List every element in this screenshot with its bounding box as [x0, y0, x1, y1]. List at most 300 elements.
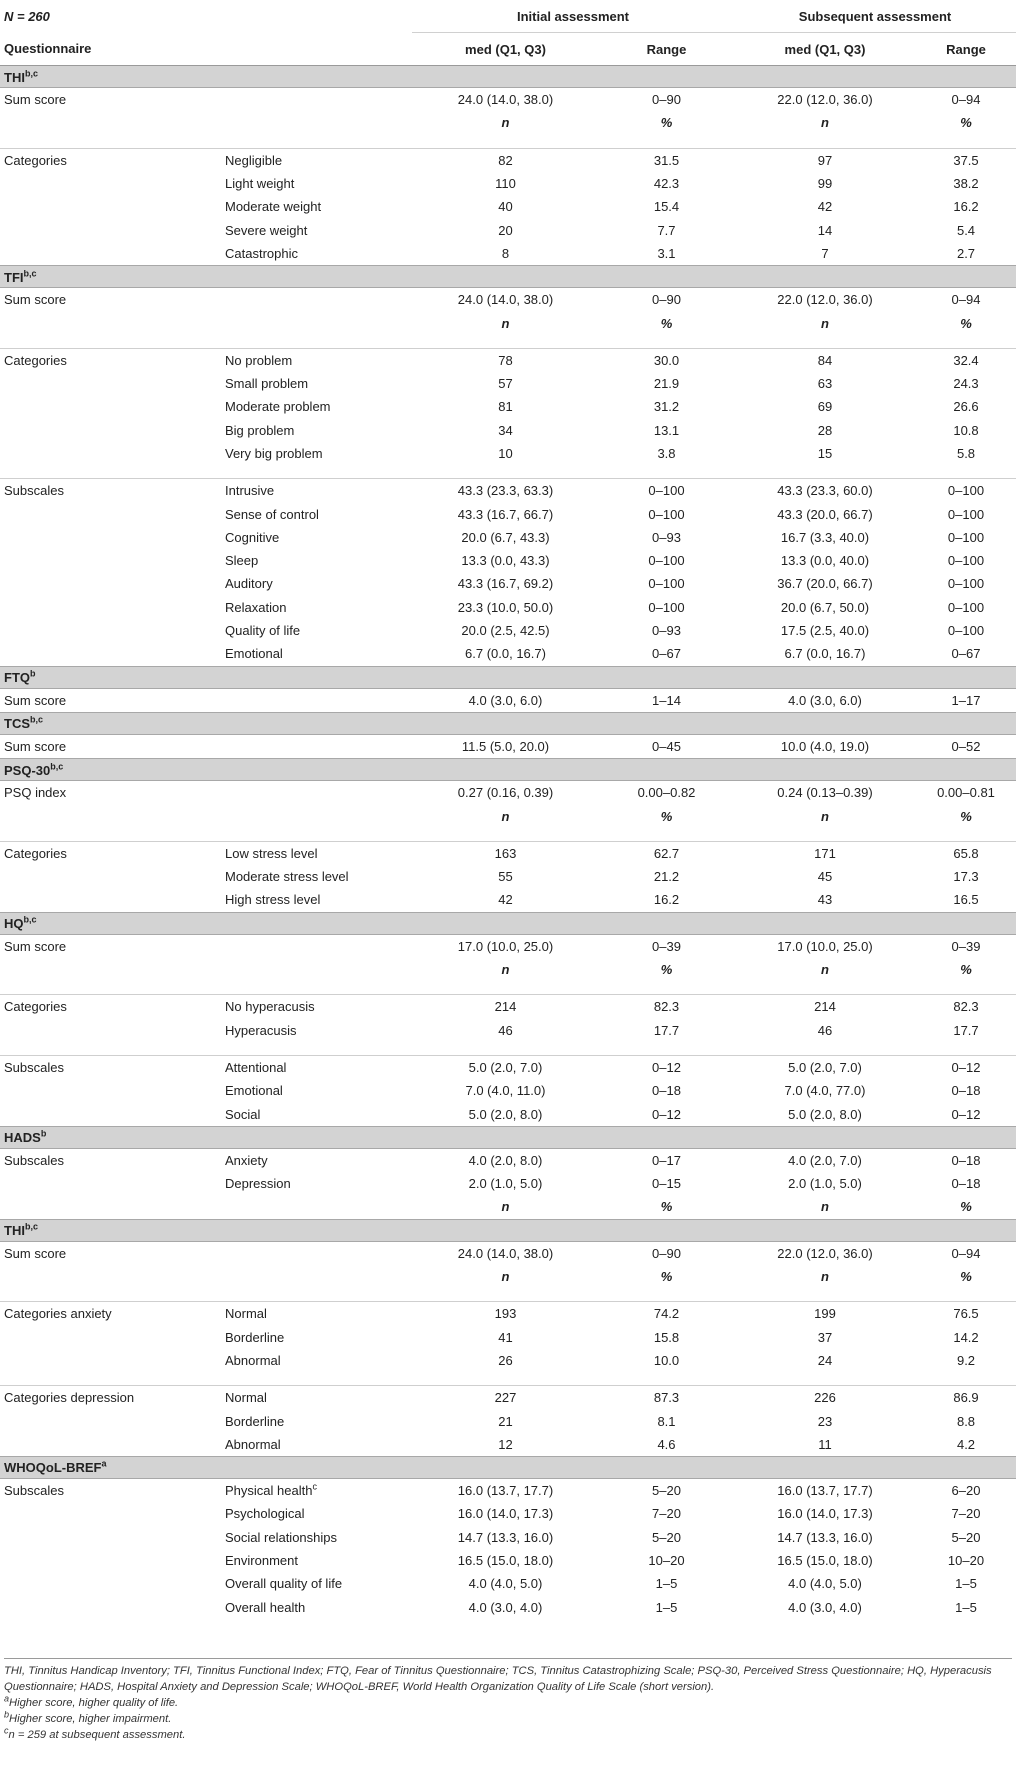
table-row [0, 479, 1016, 503]
row-label: High stress level [225, 892, 321, 908]
n-header: n [501, 962, 510, 978]
section-name: THI [4, 69, 25, 85]
initial-range: 7–20 [652, 1506, 681, 1522]
row-group-label [0, 1079, 224, 1102]
subsequent-range: 0–100 [916, 479, 1016, 503]
subsequent-value: 99 [817, 176, 833, 192]
section-title [0, 1126, 1016, 1148]
row-group-label [0, 865, 224, 888]
section-row [0, 1126, 1016, 1148]
percent-header: % [660, 115, 673, 131]
subsequent-value: 11 [818, 1436, 832, 1452]
initial-range: 0–90 [652, 1245, 681, 1261]
initial-range: 31.5 [599, 148, 734, 172]
subsequent-value: 4.0 (3.0, 4.0) [788, 1599, 862, 1615]
table-row [0, 1595, 1016, 1618]
initial-value: 10 [498, 446, 513, 461]
subsequent-value: 5.0 (2.0, 8.0) [788, 1106, 862, 1122]
subsequent-range: 8.8 [956, 1413, 976, 1429]
row-group-label: Categories [0, 841, 224, 865]
initial-range: 74.2 [599, 1302, 734, 1326]
initial-value: 7.0 (4.0, 11.0) [465, 1083, 546, 1099]
row-group-label [0, 395, 224, 418]
initial-range: 13.1 [653, 422, 680, 438]
initial-value: 12 [498, 1436, 513, 1452]
subsequent-range-header: Range [916, 33, 1016, 66]
table-row [0, 642, 1016, 666]
subsequent-value: 15 [817, 446, 833, 461]
subsequent-value: 16.5 (15.0, 18.0) [777, 1552, 873, 1568]
section-name: HADS [4, 1130, 41, 1146]
row-label: Catastrophic [225, 245, 298, 261]
initial-range: 0–90 [652, 292, 681, 308]
table-row [0, 1572, 1016, 1595]
initial-range: 62.7 [599, 841, 734, 865]
table-footnotes [4, 1658, 1012, 1743]
initial-value: 14.7 (13.3, 16.0) [457, 1529, 554, 1545]
row-group-label [0, 1549, 224, 1572]
subsequent-range: 0–100 [947, 553, 985, 569]
row-group-label: Sum score [4, 92, 67, 108]
subsequent-value: 17.0 (10.0, 25.0) [777, 938, 873, 954]
subsequent-range: 0–100 [947, 623, 985, 639]
table-row [0, 934, 1016, 958]
section-title [0, 1219, 1016, 1241]
row-group-label [0, 372, 224, 395]
subsequent-range: 16.2 [953, 199, 979, 215]
table-row [0, 841, 1016, 865]
percent-header: % [660, 808, 673, 824]
subsequent-value: 28 [817, 422, 833, 438]
table-row [0, 348, 1016, 372]
spacer-row [0, 828, 1016, 842]
section-title [0, 666, 1016, 688]
table-row [0, 148, 1016, 172]
initial-range: 82.3 [599, 995, 734, 1019]
subsequent-value: 20.0 (6.7, 50.0) [780, 599, 870, 615]
table-row [0, 288, 1016, 312]
subsequent-range: 16.5 [953, 892, 979, 908]
row-label: Light weight [225, 176, 295, 192]
row-group-label [0, 572, 224, 595]
initial-range: 0–100 [648, 506, 685, 522]
section-title [0, 266, 1016, 288]
row-label: Quality of life [225, 623, 301, 639]
subsequent-value: 16.0 (14.0, 17.3) [777, 1506, 873, 1522]
row-label [224, 1241, 412, 1265]
section-footnote-mark: a [101, 1459, 107, 1470]
table-row [0, 218, 1016, 241]
subsequent-value: 4.0 (3.0, 6.0) [788, 692, 862, 708]
row-label: Abnormal [225, 1352, 281, 1368]
section-name: TFI [4, 269, 24, 285]
subsequent-value: 69 [817, 399, 833, 415]
subsequent-value: 22.0 (12.0, 36.0) [777, 292, 873, 308]
table-row [0, 172, 1016, 195]
initial-value: 34 [498, 422, 513, 438]
header-row-columns [0, 33, 1016, 66]
table-row [0, 1386, 1016, 1410]
section-footnote-mark: b [40, 1128, 47, 1139]
questionnaire-header: Questionnaire [0, 33, 224, 66]
initial-value: 21 [498, 1413, 513, 1429]
subsequent-value: 214 [734, 995, 916, 1019]
section-name: TCS [4, 716, 30, 732]
spacer-row [0, 335, 1016, 349]
abbreviations-note: THI, Tinnitus Handicap Inventory; TFI, Tinnitus Functional Index; FTQ, Fear of Tinnitus Questionnaire; TCS, Tinnitus Catastrophizing Scale; PSQ-30, Perceived Stress Questionnaire; HQ, Hyperacusis Questionnaire; HADS, Hospital Anxiety and Depression Scale; WHOQoL-BREF, World Health Organization Quality of Life Scale (short version). [4, 1665, 992, 1693]
initial-value: 20.0 (2.5, 42.5) [461, 623, 550, 639]
initial-value: 0.27 (0.16, 0.39) [457, 785, 554, 801]
initial-range: 0–100 [648, 599, 685, 615]
initial-value: 26 [498, 1352, 513, 1368]
percent-header: % [960, 1269, 972, 1285]
subsequent-range: 0–94 [951, 292, 981, 308]
initial-range: 87.3 [599, 1386, 734, 1410]
row-label: Relaxation [225, 599, 287, 615]
table-row [0, 1079, 1016, 1102]
table-row [0, 572, 1016, 595]
section-row [0, 912, 1016, 934]
row-group-label: Categories anxiety [0, 1302, 224, 1326]
initial-range: 5–20 [652, 1529, 681, 1545]
subsequent-range: 1–5 [955, 1576, 977, 1592]
row-group-label: Categories [0, 348, 224, 372]
initial-range: 10.0 [653, 1352, 680, 1368]
subsequent-range: 82.3 [916, 995, 1016, 1019]
initial-range: 0–12 [652, 1106, 681, 1122]
initial-value: 5.0 (2.0, 7.0) [412, 1055, 599, 1079]
row-label: Social relationships [225, 1529, 338, 1545]
section-name: FTQ [4, 670, 30, 686]
initial-range: 16.2 [653, 892, 680, 908]
table-row [0, 1478, 1016, 1502]
table-row [0, 1148, 1016, 1172]
subsequent-range: 0–18 [951, 1083, 981, 1099]
subsequent-value: 43.3 (23.3, 60.0) [734, 479, 916, 503]
subsequent-range: 17.7 [953, 1022, 979, 1038]
section-title [0, 912, 1016, 934]
subsequent-value: 46 [817, 1022, 833, 1038]
subsequent-value: 7 [821, 245, 829, 261]
row-group-label [0, 1526, 224, 1549]
percent-header: % [660, 962, 673, 978]
n-header: n [821, 808, 829, 824]
initial-value: 16.0 (14.0, 17.3) [457, 1506, 554, 1522]
initial-value: 20 [498, 222, 513, 238]
subsequent-value: 43.3 (20.0, 66.7) [777, 506, 873, 522]
subsequent-range: 0–12 [951, 1106, 981, 1122]
percent-header: % [660, 1269, 673, 1285]
subsequent-value: 43 [817, 892, 833, 908]
n-label: N = 260 [4, 8, 50, 24]
initial-value: 5.0 (2.0, 8.0) [468, 1106, 543, 1122]
n-percent-subheader [0, 1265, 1016, 1288]
row-label [224, 781, 412, 805]
initial-value: 24.0 (14.0, 38.0) [457, 1245, 554, 1261]
table-row [0, 502, 1016, 525]
section-row [0, 266, 1016, 288]
row-group-label [0, 442, 224, 465]
percent-header: % [960, 1199, 972, 1215]
initial-range: 0–39 [652, 938, 681, 954]
section-row [0, 1219, 1016, 1241]
subsequent-value: 22.0 (12.0, 36.0) [777, 1245, 873, 1261]
row-label: Moderate weight [225, 199, 322, 215]
initial-value: 4.0 (3.0, 4.0) [468, 1599, 543, 1615]
row-group-label [0, 1102, 224, 1126]
subsequent-value: 14 [817, 222, 833, 238]
subsequent-range: 17.3 [953, 869, 979, 885]
row-footnote-mark: c [312, 1481, 317, 1492]
subsequent-range: 10–20 [947, 1552, 985, 1568]
row-group-label [0, 1572, 224, 1595]
subsequent-value: 2.0 (1.0, 5.0) [788, 1176, 862, 1192]
row-group-label [0, 1595, 224, 1618]
table-row [0, 442, 1016, 465]
subsequent-value: 37 [817, 1329, 833, 1345]
row-group-label [0, 242, 224, 266]
section-footnote-mark: b,c [30, 715, 44, 725]
initial-range: 21.9 [653, 376, 680, 392]
subsequent-value: 5.0 (2.0, 7.0) [734, 1055, 916, 1079]
row-label: Cognitive [225, 529, 280, 545]
initial-value: 6.7 (0.0, 16.7) [465, 646, 546, 662]
subsequent-value: 42 [817, 199, 833, 215]
initial-range: 3.8 [657, 446, 676, 461]
row-label: Psychological [225, 1506, 305, 1522]
initial-range: 17.7 [653, 1022, 680, 1038]
table-row [0, 1349, 1016, 1372]
percent-header: % [960, 315, 972, 331]
row-label: Moderate problem [225, 399, 331, 415]
n-header: n [501, 315, 510, 331]
subsequent-value: 84 [734, 348, 916, 372]
subsequent-range: 0–100 [947, 576, 985, 592]
table-row [0, 1526, 1016, 1549]
subsequent-value: 6.7 (0.0, 16.7) [784, 646, 866, 662]
subsequent-value: 16.0 (13.7, 17.7) [777, 1483, 873, 1499]
row-group-label [0, 502, 224, 525]
initial-value: 23.3 (10.0, 50.0) [457, 599, 554, 615]
section-footnote-mark: b [30, 668, 36, 679]
initial-value: 8 [501, 245, 510, 261]
subsequent-value: 63 [817, 376, 833, 392]
section-footnote-mark: b,c [50, 761, 64, 772]
initial-value: 16.0 (13.7, 17.7) [457, 1483, 554, 1499]
initial-range: 0–45 [652, 738, 681, 754]
initial-range: 10–20 [648, 1552, 685, 1568]
subsequent-range: 38.2 [953, 176, 979, 192]
section-footnote-mark: b,c [24, 68, 38, 79]
initial-value: 43.3 (16.7, 66.7) [457, 506, 554, 522]
initial-value: 24.0 (14.0, 38.0) [457, 292, 554, 308]
row-group-label: Categories depression [0, 1386, 224, 1410]
initial-range-header: Range [599, 33, 734, 66]
subsequent-range: 10.8 [953, 422, 979, 438]
section-name: THI [4, 1223, 25, 1239]
row-label: Intrusive [224, 479, 412, 503]
row-label: Sleep [225, 553, 259, 569]
row-label: Negligible [224, 148, 412, 172]
subsequent-range: 76.5 [916, 1302, 1016, 1326]
initial-value: 81 [498, 399, 513, 415]
table-row [0, 88, 1016, 112]
table-row [0, 372, 1016, 395]
initial-value: 4.0 (4.0, 5.0) [468, 1576, 543, 1592]
initial-value: 55 [498, 869, 513, 885]
row-label [224, 734, 412, 758]
initial-value: 4.0 (3.0, 6.0) [468, 692, 543, 708]
initial-value: 11.5 (5.0, 20.0) [461, 738, 550, 754]
row-label: Small problem [225, 376, 309, 392]
initial-range: 0–15 [652, 1176, 681, 1192]
initial-range: 0–93 [652, 623, 681, 639]
row-label: Borderline [225, 1329, 285, 1345]
initial-range: 7.7 [657, 222, 676, 238]
table-row [0, 888, 1016, 912]
row-group-label: Subscales [4, 1152, 64, 1168]
subsequent-value: 36.7 (20.0, 66.7) [777, 576, 873, 592]
section-title [0, 712, 1016, 734]
footnote-a: $^a$Higher score, higher quality of life. [4, 1693, 179, 1709]
footnote-b: $^b$Higher score, higher impairment. [4, 1709, 172, 1725]
initial-value: 4.0 (2.0, 8.0) [468, 1152, 543, 1168]
subsequent-value: 14.7 (13.3, 16.0) [777, 1529, 873, 1545]
section-footnote-mark: b,c [23, 268, 37, 279]
row-label: Big problem [225, 422, 295, 438]
initial-range: 0–100 [599, 479, 734, 503]
n-header: n [821, 1199, 829, 1215]
table-row [0, 1241, 1016, 1265]
table-row [0, 1102, 1016, 1126]
subsequent-range: 0–100 [947, 529, 985, 545]
subsequent-range: 0–100 [947, 506, 985, 522]
initial-range: 31.2 [653, 399, 680, 415]
row-label: Social [225, 1106, 261, 1122]
percent-header: % [660, 1199, 673, 1215]
section-row [0, 1456, 1016, 1478]
table-row [0, 1019, 1016, 1042]
row-label: Emotional [225, 1083, 283, 1099]
subsequent-range: 26.6 [953, 399, 979, 415]
n-header: n [501, 1269, 510, 1285]
initial-value: 16.5 (15.0, 18.0) [457, 1552, 554, 1568]
n-header: n [501, 115, 510, 131]
subsequent-range: 5.4 [956, 222, 976, 238]
row-label: Depression [225, 1176, 291, 1192]
row-label: Overall health [225, 1599, 306, 1615]
initial-value: 13.3 (0.0, 43.3) [461, 553, 550, 569]
row-label: Overall quality of life [225, 1576, 343, 1592]
n-header: n [501, 808, 510, 824]
subsequent-range: 5.8 [956, 446, 976, 461]
row-group-label [0, 218, 224, 241]
row-group-label: Sum score [4, 292, 67, 308]
row-group-label [0, 1502, 224, 1525]
section-footnote-mark: b,c [24, 1221, 38, 1232]
subsequent-value: 199 [734, 1302, 916, 1326]
spacer-row [0, 1372, 1016, 1386]
initial-value: 163 [412, 841, 599, 865]
initial-range: 15.8 [653, 1329, 680, 1345]
initial-range: 42.3 [653, 176, 680, 192]
row-label [224, 88, 412, 112]
table-row [0, 419, 1016, 442]
section-name: HQ [4, 916, 24, 932]
subsequent-range: 0–39 [951, 938, 981, 954]
initial-med-header: med (Q1, Q3) [412, 33, 599, 66]
n-header: n [821, 1269, 829, 1285]
table-row [0, 1302, 1016, 1326]
subsequent-value: 16.7 (3.3, 40.0) [780, 529, 870, 545]
initial-value: 20.0 (6.7, 43.3) [461, 529, 550, 545]
spacer-row [0, 1288, 1016, 1302]
initial-value: 24.0 (14.0, 38.0) [457, 92, 554, 108]
row-group-label: Subscales [0, 479, 224, 503]
subsequent-med-header: med (Q1, Q3) [734, 33, 916, 66]
initial-range: 1–5 [655, 1576, 678, 1592]
table-row [0, 526, 1016, 549]
row-label [224, 288, 412, 312]
section-row [0, 759, 1016, 781]
row-label [224, 934, 412, 958]
subsequent-range: 2.7 [956, 245, 976, 261]
table-row [0, 1549, 1016, 1572]
subsequent-range: 1–5 [955, 1599, 977, 1615]
subsequent-value: 22.0 (12.0, 36.0) [777, 92, 873, 108]
row-label: Low stress level [224, 841, 412, 865]
initial-value: 214 [412, 995, 599, 1019]
n-header: n [501, 1199, 510, 1215]
subsequent-range: 0–67 [951, 646, 981, 662]
row-label [224, 688, 412, 712]
table-row [0, 549, 1016, 572]
initial-range: 15.4 [653, 199, 680, 215]
section-title [0, 1456, 1016, 1478]
row-group-label [0, 619, 224, 642]
initial-range: 4.6 [657, 1436, 676, 1452]
subsequent-range: 65.8 [916, 841, 1016, 865]
row-label: Very big problem [225, 446, 323, 461]
row-label: Abnormal [225, 1436, 281, 1452]
initial-value: 40 [498, 199, 513, 215]
subsequent-range: 14.2 [953, 1329, 979, 1345]
initial-value: 43.3 (16.7, 69.2) [457, 576, 554, 592]
initial-range: 8.1 [657, 1413, 676, 1429]
subsequent-range: 0.00–0.81 [937, 785, 995, 801]
subsequent-value: 97 [734, 148, 916, 172]
initial-range: 0–67 [652, 646, 681, 662]
n-header: n [821, 115, 829, 131]
row-group-label [0, 642, 224, 666]
subsequent-value: 0.24 (0.13–0.39) [777, 785, 873, 801]
section-row [0, 712, 1016, 734]
header-row-groups [0, 0, 1016, 33]
initial-value: 227 [412, 1386, 599, 1410]
row-group-label: PSQ index [4, 785, 67, 801]
spacer-row [0, 981, 1016, 995]
table-row [0, 1409, 1016, 1432]
subsequent-value: 24 [817, 1352, 833, 1368]
row-group-label [0, 549, 224, 572]
subsequent-value: 7.0 (4.0, 77.0) [784, 1083, 866, 1099]
subsequent-range: 32.4 [916, 348, 1016, 372]
initial-range: 0–100 [648, 576, 685, 592]
subsequent-value: 4.0 (2.0, 7.0) [788, 1152, 862, 1168]
percent-header: % [960, 115, 972, 131]
initial-range: 0–93 [652, 529, 681, 545]
row-group-label: Sum score [4, 1245, 67, 1261]
